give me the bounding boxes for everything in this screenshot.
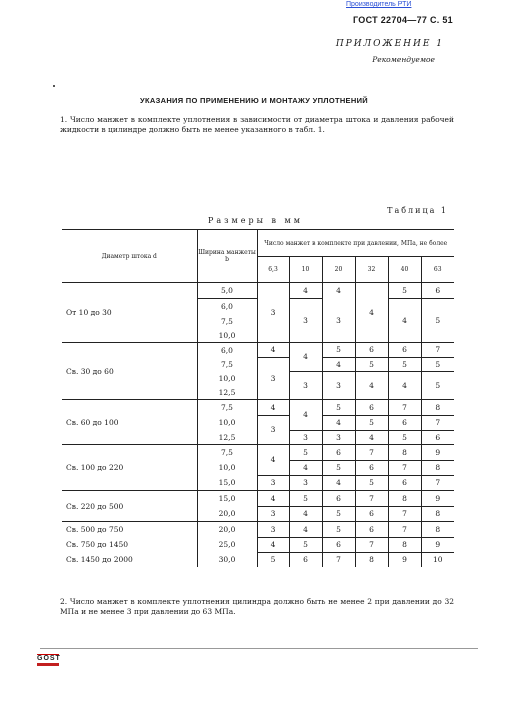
width-cell: 10,0 [197, 415, 257, 430]
diameter-cell: Св. 100 до 220 [62, 445, 197, 491]
value-cell: 3 [322, 299, 355, 343]
width-cell: 10,0 [197, 371, 257, 385]
width-cell: 10,0 [197, 460, 257, 475]
value-cell: 5 [257, 552, 289, 567]
value-cell: 5 [322, 506, 355, 522]
value-cell: 4 [257, 537, 289, 552]
value-cell: 8 [355, 552, 388, 567]
value-cell: 9 [388, 552, 421, 567]
diameter-cell: Св. 60 до 100 [62, 400, 197, 445]
value-cell: 8 [388, 537, 421, 552]
value-cell: 6 [355, 522, 388, 538]
value-cell: 5 [355, 415, 388, 430]
value-cell: 5 [421, 299, 454, 343]
value-cell: 3 [257, 357, 289, 400]
pressure-cell: 20 [322, 257, 355, 283]
diameter-cell: Св. 1450 до 2000 [62, 552, 197, 567]
value-cell: 7 [322, 552, 355, 567]
value-cell: 5 [322, 522, 355, 538]
recommended-label: Рекомендуемое [372, 55, 435, 64]
value-cell: 4 [388, 371, 421, 400]
value-cell: 7 [388, 460, 421, 475]
value-cell: 5 [322, 343, 355, 358]
pressure-cell: 32 [355, 257, 388, 283]
value-cell: 4 [289, 506, 322, 522]
value-cell: 5 [355, 357, 388, 371]
value-cell: 3 [257, 283, 289, 343]
value-cell: 6 [421, 430, 454, 445]
value-cell: 3 [289, 475, 322, 491]
width-cell: 20,0 [197, 506, 257, 522]
value-cell: 4 [289, 460, 322, 475]
value-cell: 7 [421, 343, 454, 358]
diameter-cell: Св. 750 до 1450 [62, 537, 197, 552]
value-cell: 4 [257, 343, 289, 358]
seals-table [62, 229, 454, 567]
width-cell: 7,5 [197, 400, 257, 416]
value-cell: 5 [355, 475, 388, 491]
value-cell: 7 [388, 522, 421, 538]
appendix-label: ПРИЛОЖЕНИЕ 1 [335, 39, 444, 49]
value-cell: 4 [388, 299, 421, 343]
value-cell: 5 [289, 537, 322, 552]
logo-bar [37, 663, 59, 666]
value-cell: 7 [355, 491, 388, 507]
value-cell: 7 [421, 475, 454, 491]
value-cell: 6 [322, 537, 355, 552]
value-cell: 9 [421, 445, 454, 461]
value-cell: 6 [421, 283, 454, 299]
diameter-cell: Св. 500 до 750 [62, 522, 197, 538]
value-cell: 3 [289, 299, 322, 343]
value-cell: 4 [355, 283, 388, 343]
speck [53, 85, 55, 87]
value-cell: 6 [355, 343, 388, 358]
value-cell: 4 [257, 445, 289, 476]
value-cell: 6 [355, 506, 388, 522]
value-cell: 3 [257, 475, 289, 491]
producer-link[interactable]: Производитель РТИ [346, 1, 412, 8]
value-cell: 3 [257, 522, 289, 538]
value-cell: 7 [421, 415, 454, 430]
value-cell: 8 [421, 400, 454, 416]
table-units: Размеры в мм [208, 216, 303, 225]
value-cell: 5 [421, 371, 454, 400]
value-cell: 3 [289, 430, 322, 445]
value-cell: 10 [432, 555, 443, 565]
value-cell: 4 [257, 400, 289, 416]
value-cell: 6 [388, 475, 421, 491]
width-cell: 6,0 [197, 299, 257, 315]
value-cell: 4 [355, 430, 388, 445]
gost-expert-logo [37, 654, 59, 666]
pressure-cell: 63 [421, 257, 454, 283]
width-cell: 7,5 [197, 445, 257, 461]
paragraph-1: 1. Число манжет в комплекте уплотнения в зависимости от диаметра штока и давления рабочей жидкости в цилиндре должно быть не менее указанного в табл. 1. [60, 115, 454, 134]
value-cell: 6 [355, 460, 388, 475]
value-cell: 5 [388, 283, 421, 299]
diameter-cell: Св. 30 до 60 [62, 343, 197, 400]
value-cell: 5 [289, 445, 322, 461]
width-cell: 30,0 [197, 552, 257, 567]
value-cell: 4 [289, 522, 322, 538]
value-cell: 7 [355, 537, 388, 552]
value-cell: 5 [322, 460, 355, 475]
value-cell: 3 [322, 430, 355, 445]
value-cell: 6 [388, 343, 421, 358]
value-cell: 8 [421, 522, 454, 538]
width-cell: 5,0 [197, 283, 257, 299]
width-cell: 12,5 [197, 430, 257, 445]
footer-divider [40, 648, 478, 649]
value-cell: 7 [388, 400, 421, 416]
diameter-cell: От 10 до 30 [62, 283, 197, 343]
width-cell: 15,0 [197, 475, 257, 491]
value-cell: 6 [355, 400, 388, 416]
gost-page-header: ГОСТ 22704—77 С. 51 [352, 15, 453, 25]
value-cell: 6 [322, 445, 355, 461]
value-cell: 5 [322, 400, 355, 416]
width-cell: 10,0 [197, 328, 257, 343]
value-cell: 3 [322, 371, 355, 400]
value-cell: 4 [289, 343, 322, 372]
value-cell: 6 [289, 552, 322, 567]
header-width: Ширина манжеты b [197, 230, 257, 283]
value-cell: 8 [388, 491, 421, 507]
value-cell: 6 [322, 491, 355, 507]
width-cell: 7,5 [197, 314, 257, 328]
header-diameter: Диаметр штока d [62, 230, 197, 283]
width-cell: 15,0 [197, 491, 257, 507]
value-cell: 8 [388, 445, 421, 461]
value-cell: 4 [322, 283, 355, 299]
value-cell: 5 [421, 357, 454, 371]
value-cell: 4 [257, 491, 289, 507]
value-cell: 7 [388, 506, 421, 522]
value-cell: 4 [355, 371, 388, 400]
header-count: Число манжет в комплекте при давлении, МПа, не более [257, 230, 454, 257]
value-cell: 4 [289, 400, 322, 431]
value-cell: 4 [289, 283, 322, 299]
width-cell: 7,5 [197, 357, 257, 371]
section-title: УКАЗАНИЯ ПО ПРИМЕНЕНИЮ И МОНТАЖУ УПЛОТНЕНИЙ [140, 96, 368, 105]
value-cell: 5 [388, 357, 421, 371]
diameter-cell: Св. 220 до 500 [62, 491, 197, 522]
value-cell: 5 [388, 430, 421, 445]
width-cell: 12,5 [197, 385, 257, 400]
width-cell: 20,0 [197, 522, 257, 538]
value-cell: 4 [322, 357, 355, 371]
value-cell: 4 [322, 475, 355, 491]
pressure-cell: 10 [289, 257, 322, 283]
value-cell: 3 [257, 415, 289, 445]
logo-text: GOST [37, 655, 61, 662]
pressure-cell: 40 [388, 257, 421, 283]
table-label: Таблица 1 [387, 206, 448, 215]
pressure-cell: 6,3 [257, 257, 289, 283]
value-cell: 3 [257, 506, 289, 522]
value-cell: 8 [421, 506, 454, 522]
value-cell: 5 [289, 491, 322, 507]
value-cell: 7 [355, 445, 388, 461]
value-cell: 9 [421, 537, 454, 552]
width-cell: 25,0 [197, 537, 257, 552]
value-cell: 8 [421, 460, 454, 475]
value-cell: 9 [421, 491, 454, 507]
value-cell: 4 [322, 415, 355, 430]
width-cell: 6,0 [197, 343, 257, 358]
paragraph-2: 2. Число манжет в комплекте уплотнения цилиндра должно быть не менее 2 при давлении до 32 МПа и не менее 3 при давлении до 63 МПа. [60, 597, 454, 616]
value-cell: 6 [388, 415, 421, 430]
value-cell: 3 [289, 371, 322, 400]
